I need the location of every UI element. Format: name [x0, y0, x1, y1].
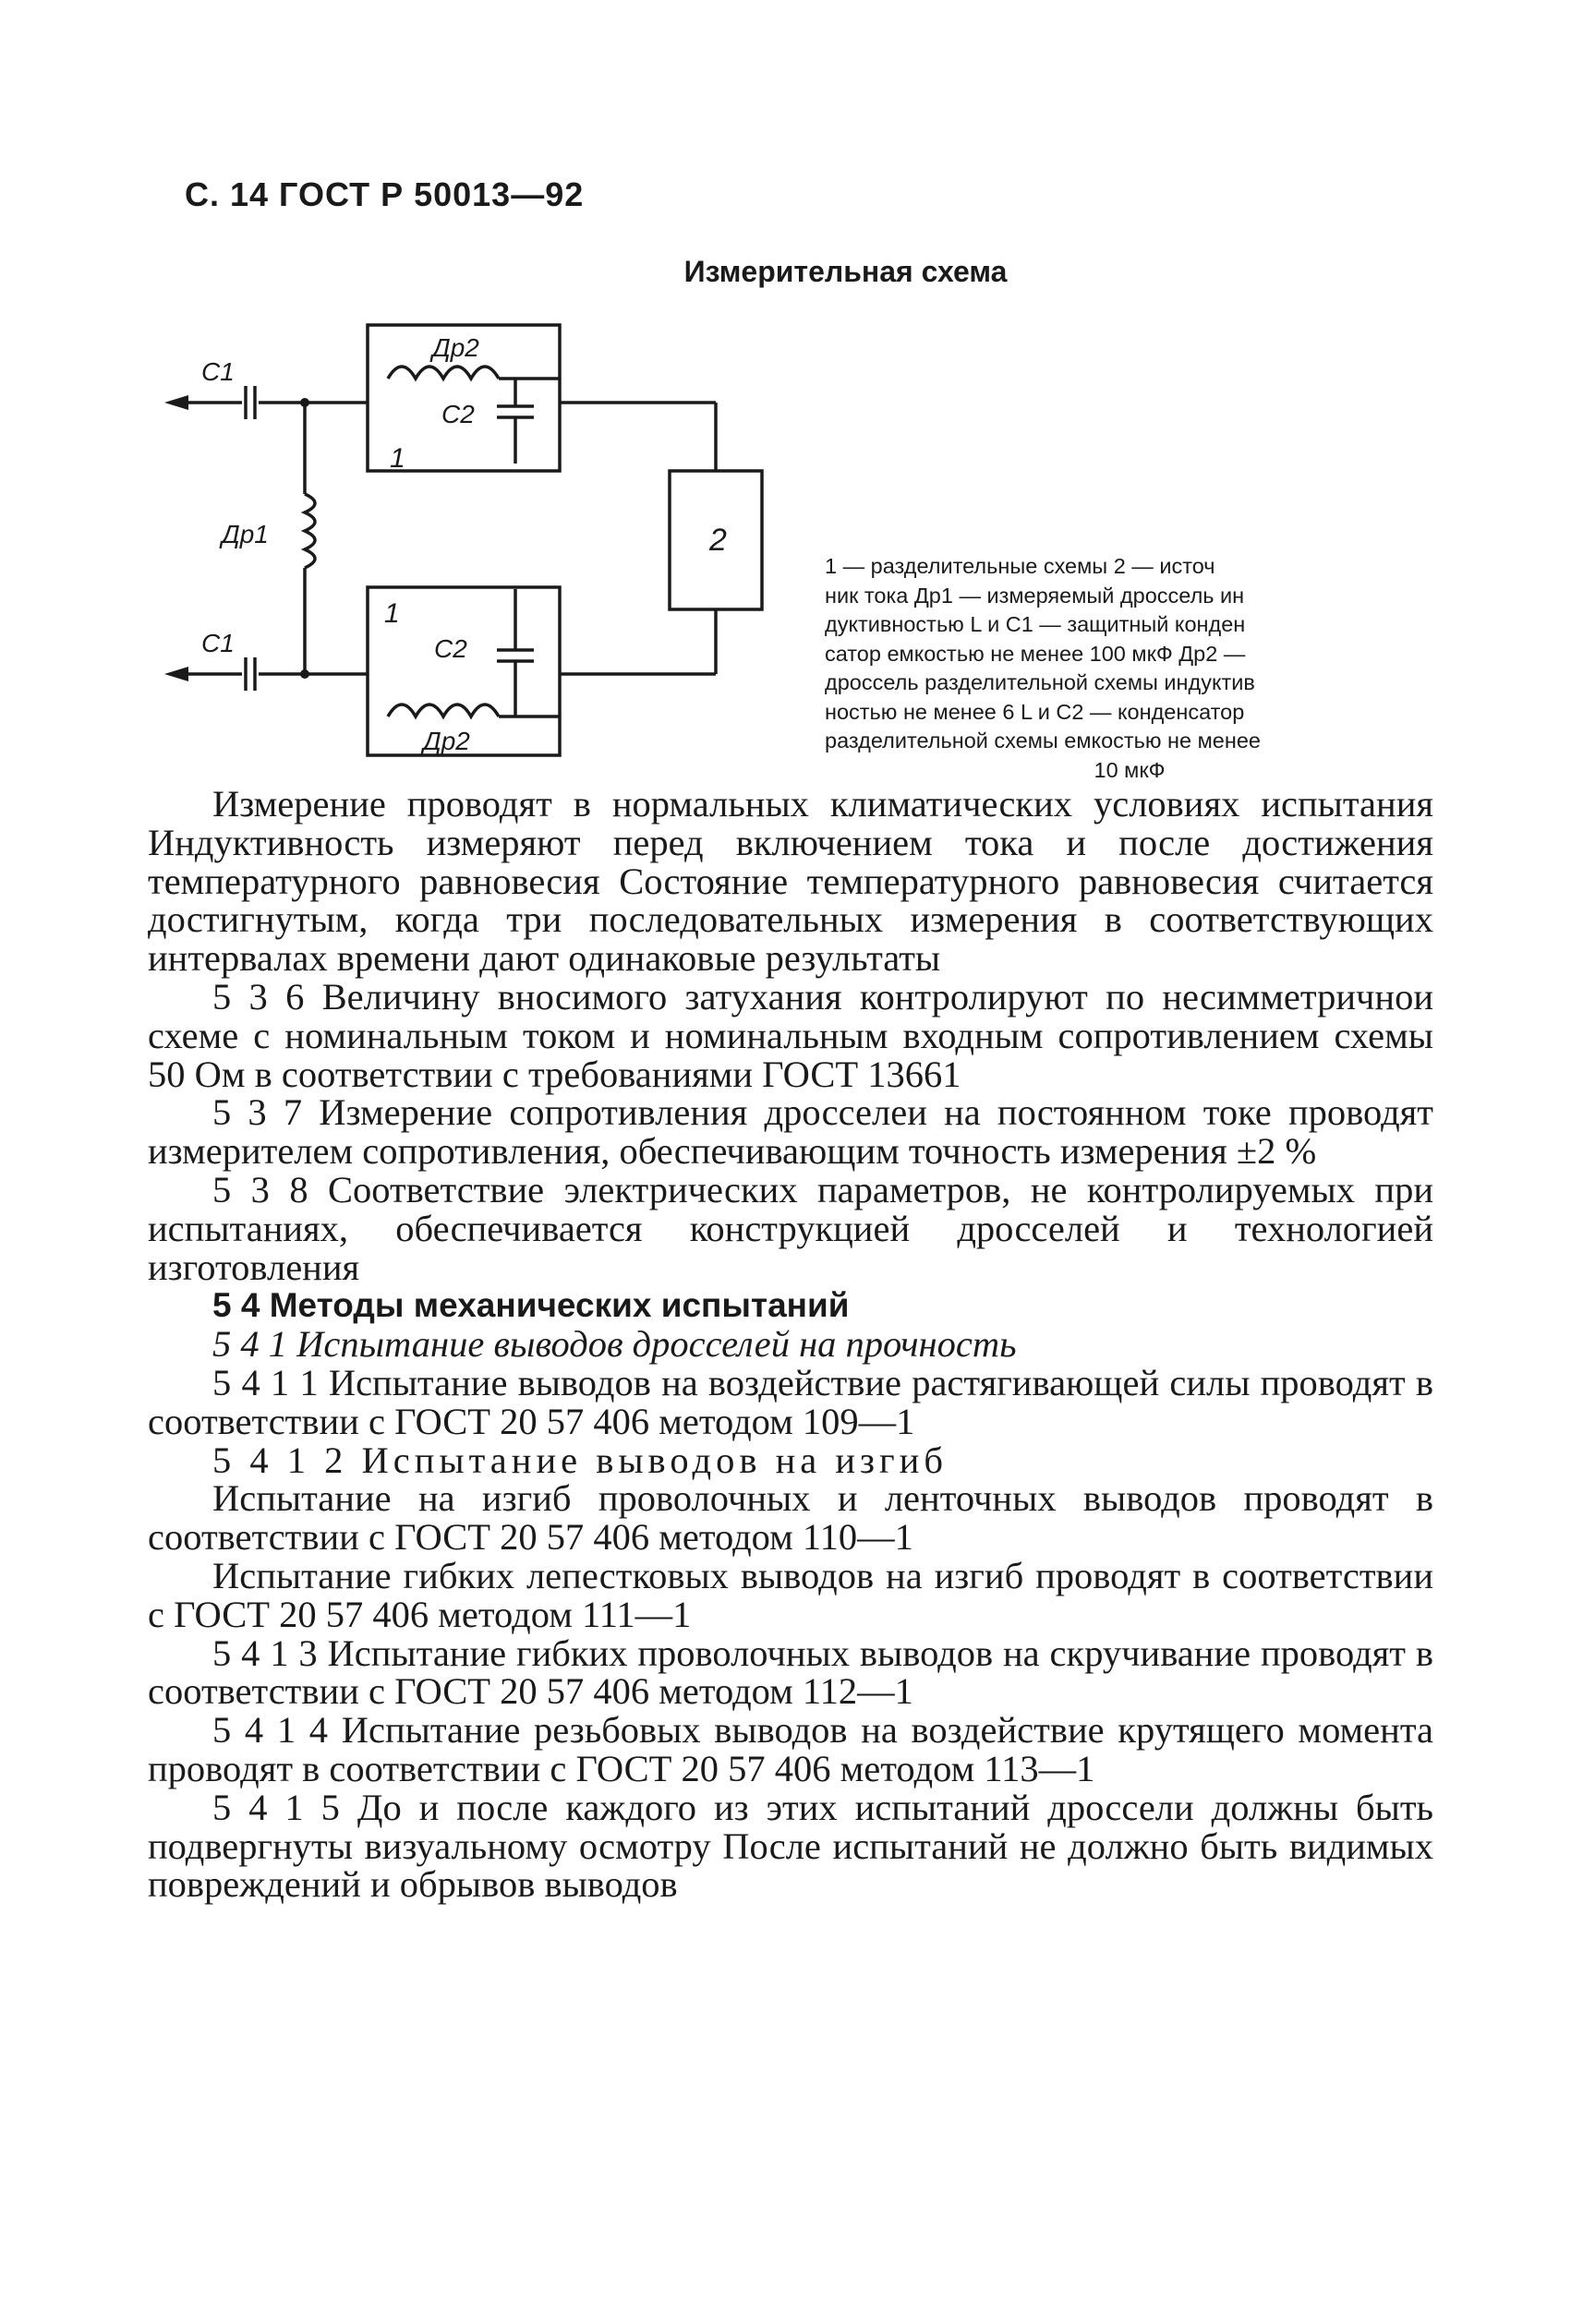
label-dr2-top: Др2 — [432, 333, 479, 362]
caption-line: сатор емкостью не менее 100 мкФ Др2 — — [825, 641, 1246, 666]
label-block2: 2 — [709, 523, 727, 558]
paragraph-5-4-1-2: 5 4 1 2 Испытание выводов на изгиб — [212, 1439, 948, 1481]
paragraph-5-3-7: 5 3 7 Измерение сопротивления дросселеи на постоянном токе проводят измерителем сопротивления, обеспечивающим точность измерения ±2 % — [148, 1091, 1433, 1173]
bottom-dr2-coil — [388, 704, 499, 716]
label-dr2-bottom: Др2 — [423, 727, 470, 755]
caption-line: разделительной схемы емкостью не менее — [825, 729, 1261, 753]
top-dr2-coil — [388, 367, 499, 379]
label-c2-bottom: C2 — [434, 634, 467, 663]
caption-line: дуктивностью L и C1 — защитный конден — [825, 612, 1246, 636]
paragraph-5-3-8: 5 3 8 Соответствие электрических параметров, не контролируемых при испытаниях, обеспечивается конструкцией дросселей и технологией изготовления — [148, 1168, 1433, 1288]
measurement-circuit-diagram — [157, 314, 804, 776]
dr1-coil — [305, 494, 315, 568]
body-text — [148, 785, 1433, 1904]
label-block1-top: 1 — [390, 443, 405, 474]
caption-line: дроссель разделительной схемы индуктив — [825, 670, 1255, 694]
label-block1-bottom: 1 — [384, 598, 400, 629]
label-c2-top: C2 — [441, 400, 475, 428]
paragraph-5-4-1-1: 5 4 1 1 Испытание выводов на воздействие растягивающей силы проводят в соответствии с ГОСТ 20 57 406 методом 109—1 — [148, 1361, 1433, 1442]
paragraph-5-4-1-4: 5 4 1 4 Испытание резьбовых выводов на воздействие крутящего момента проводят в соответствии с ГОСТ 20 57 406 методом 113—1 — [148, 1709, 1433, 1789]
paragraph-5-4-1-2-b: Испытание гибких лепестковых выводов на изгиб проводят в соответствии с ГОСТ 20 57 406 методом 111—1 — [148, 1554, 1433, 1635]
paragraph-5-3-6: 5 3 6 Величину вносимого затухания контролируют по несимметричнои схеме с номинальным током и номинальным входным сопротивлением схемы 50 Ом в соответствии с требованиями ГОСТ 13661 — [148, 975, 1433, 1095]
top-arrow — [164, 395, 188, 410]
bottom-arrow — [164, 667, 188, 681]
caption-line: ностью не менее 6 L и C2 — конденсатор — [825, 699, 1245, 724]
paragraph-5-4-1-2-a: Испытание на изгиб проволочных и ленточных выводов проводят в соответствии с ГОСТ 20 57 406 методом 110—1 — [148, 1477, 1433, 1559]
heading-5-4-1: 5 4 1 Испытание выводов дросселей на прочность — [212, 1323, 1017, 1366]
scheme-caption — [825, 552, 1434, 785]
label-c1-top: C1 — [201, 357, 235, 386]
scheme-title: Измерительная схема — [683, 255, 1008, 288]
caption-line: 1 — разделительные схемы 2 — источ — [825, 554, 1215, 578]
paragraph-measurement: Измерение проводят в нормальных климатических условиях испытания Индуктивность измеряют перед включением тока и после достижения температурного равновесия Состояние температурного равновесия считается достигнутым, когда три последовательных измерения в соответствующих интервалах времени дают одинаковые результаты — [148, 783, 1433, 980]
caption-line: 10 мкФ — [1094, 757, 1166, 782]
label-dr1: Др1 — [222, 520, 269, 548]
caption-line: ник тока Др1 — измеряемый дроссель ин — [825, 583, 1245, 608]
heading-5-4: 5 4 Методы механических испытаний — [212, 1286, 850, 1325]
page-header: С. 14 ГОСТ Р 50013—92 — [185, 175, 585, 213]
paragraph-5-4-1-5: 5 4 1 5 До и после каждого из этих испытаний дроссели должны быть подвергнуты визуальному осмотру После испытаний не должно быть видимых повреждений и обрывов выводов — [148, 1786, 1433, 1906]
paragraph-5-4-1-3: 5 4 1 3 Испытание гибких проволочных выводов на скручивание проводят в соответствии с ГОСТ 20 57 406 методом 112—1 — [148, 1632, 1433, 1713]
label-c1-bottom: C1 — [201, 629, 235, 657]
